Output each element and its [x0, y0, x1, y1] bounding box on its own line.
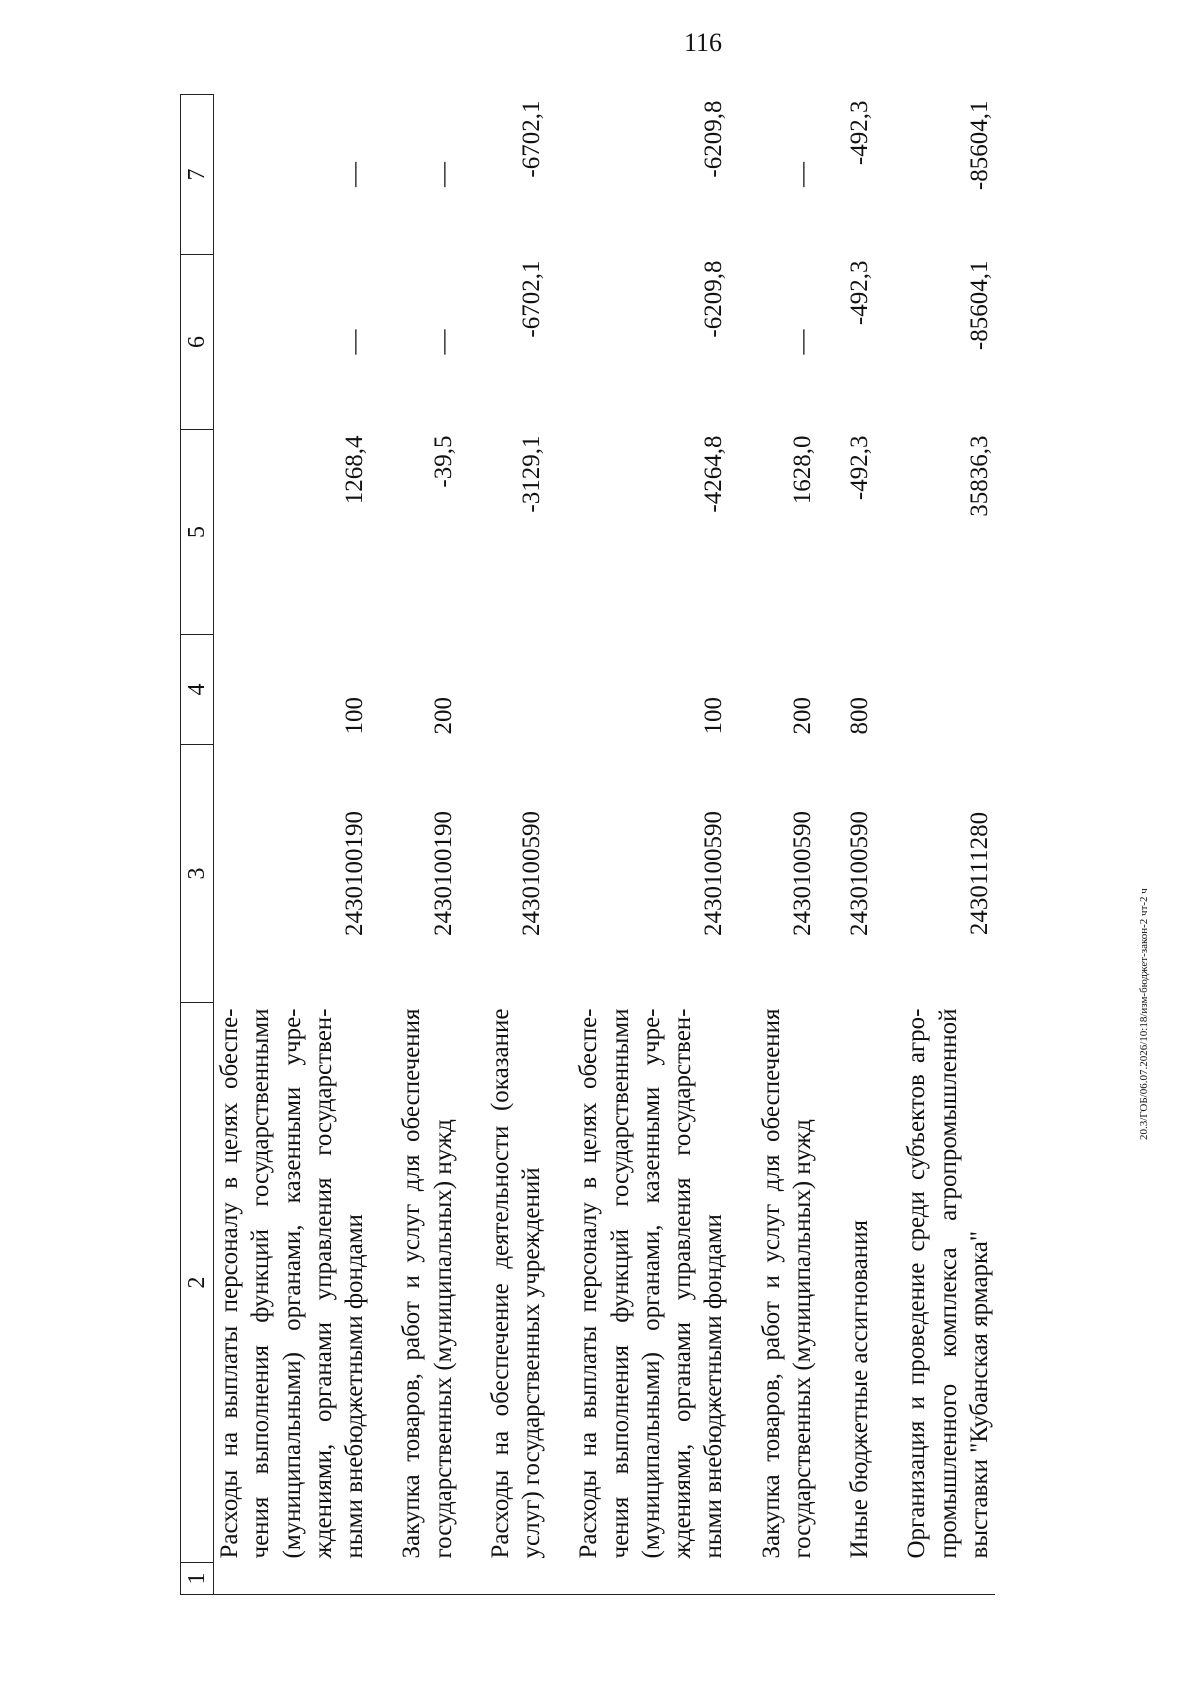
row-spacer [818, 95, 844, 1595]
row-amount-col5: -3129,1 [518, 435, 545, 513]
header-cell-2: 2 [181, 1003, 214, 1563]
row-description: Закупка товаров, работ и услуг для обеспечения государственных (муниципальных) нужд [757, 1008, 816, 1559]
budget-table [180, 94, 995, 1595]
table-row [214, 95, 371, 1595]
row-amount-col5: -4264,8 [700, 435, 728, 513]
row-expense-type: 100 [341, 697, 368, 735]
header-cell-3: 3 [181, 745, 214, 1003]
row-index-cell [756, 1563, 819, 1595]
row-index-cell [901, 1563, 995, 1595]
row-amount-col5: 1628,0 [788, 435, 816, 505]
header-cell-6: 6 [181, 255, 214, 430]
row-index-cell [844, 1563, 875, 1595]
row-amount-col6: -492,3 [846, 260, 873, 326]
row-expense-type [901, 635, 995, 745]
table-row [756, 95, 819, 1595]
row-expense-type [485, 635, 548, 745]
row-target-code: 2430100590 [518, 811, 545, 936]
row-amount-col5: 35836,3 [965, 435, 993, 517]
table-row [485, 95, 548, 1595]
row-description: Организация и проведение среди субъектов агропромышленного комплекса агропромышленной выставки "Кубанская ярмарка" [903, 1008, 993, 1559]
row-description: Расходы на обеспечение деятельности (оказание услуг) государственных учреждений [486, 1008, 545, 1559]
header-cell-5: 5 [181, 430, 214, 635]
header-row [181, 95, 214, 1595]
row-target-code: 2430100190 [429, 811, 457, 936]
table-row [573, 95, 729, 1595]
row-amount-col6: — [429, 329, 457, 355]
header-cell-1: 1 [181, 1563, 214, 1595]
row-description: Расходы на выплаты персоналу в целях обеспечения выполнения функций государственными (муниципальными) органами, казенными учреждениями, органами управления государственными внебюджетными фондами [216, 1008, 368, 1559]
row-amount-col7: — [341, 162, 368, 187]
rotated-table-wrapper [180, 95, 995, 1595]
row-target-code: 2430111280 [965, 811, 993, 936]
row-amount-col6: — [788, 329, 816, 355]
row-spacer [875, 95, 901, 1595]
row-expense-type: 200 [429, 697, 457, 735]
page-number: 116 [684, 28, 723, 57]
row-description: Закупка товаров, работ и услуг для обеспечения государственных (муниципальных) нужд [398, 1008, 457, 1559]
row-amount-col7: -492,3 [846, 100, 873, 166]
row-spacer [730, 95, 756, 1595]
table-row [844, 95, 875, 1595]
row-amount-col5: 1268,4 [341, 435, 368, 505]
table-row [396, 95, 459, 1595]
table-row [901, 95, 995, 1595]
row-amount-col7: -6209,8 [700, 100, 728, 178]
row-target-code: 2430100590 [700, 811, 728, 936]
row-description: Иные бюджетные ассигнования [846, 1219, 873, 1559]
row-amount-col6: -6209,8 [700, 260, 728, 338]
row-index-cell [573, 1563, 729, 1595]
row-index-cell [485, 1563, 548, 1595]
row-expense-type: 100 [700, 697, 728, 735]
row-amount-col7: — [429, 162, 457, 187]
row-expense-type: 200 [788, 697, 816, 735]
row-amount-col7: -85604,1 [965, 100, 993, 191]
row-target-code: 2430100590 [788, 811, 816, 936]
row-amount-col5: -39,5 [429, 435, 457, 488]
header-cell-4: 4 [181, 635, 214, 745]
row-target-code: 2430100590 [846, 811, 873, 936]
header-cell-7: 7 [181, 95, 214, 255]
row-spacer [370, 95, 396, 1595]
row-amount-col6: -6702,1 [518, 260, 545, 338]
row-amount-col7: — [788, 162, 816, 187]
document-footer-code: 20.3/ГОБ/06.07.2026/10:18/изм-бюджет-закон-2 чт-2 ч [1138, 888, 1150, 1140]
row-amount-col6: -85604,1 [965, 260, 993, 351]
row-target-code: 2430100190 [341, 811, 368, 936]
row-index-cell [214, 1563, 371, 1595]
row-spacer [459, 95, 485, 1595]
row-spacer [547, 95, 573, 1595]
row-expense-type: 800 [846, 697, 873, 735]
row-amount-col7: -6702,1 [518, 100, 545, 178]
row-description: Расходы на выплаты персоналу в целях обеспечения выполнения функций государственными (муниципальными) органами, казенными учреждениями, органами управления государственными внебюджетными фондами [575, 1008, 728, 1559]
row-amount-col5: -492,3 [846, 435, 873, 501]
row-amount-col6: — [341, 329, 368, 355]
row-index-cell [396, 1563, 459, 1595]
